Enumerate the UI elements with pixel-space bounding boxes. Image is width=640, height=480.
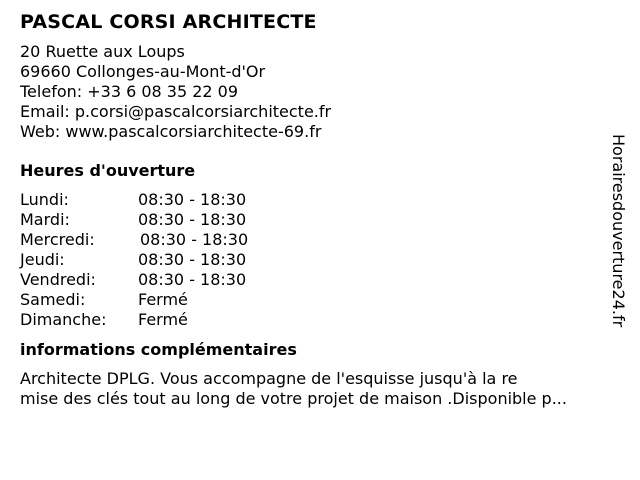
hours-row-sunday: [20, 310, 620, 330]
hours-time: Fermé: [138, 290, 188, 309]
business-card: [20, 10, 620, 409]
hours-time: 08:30 - 18:30: [138, 190, 247, 209]
hours-time: 08:30 - 18:30: [138, 250, 247, 269]
email-line: Email: p.corsi@pascalcorsiarchitecte.fr: [20, 102, 332, 121]
hours-day: Samedi:: [20, 290, 86, 309]
hours-row-thursday: [20, 250, 620, 270]
web-line: Web: www.pascalcorsiarchitecte-69.fr: [20, 122, 322, 141]
hours-time: 08:30 - 18:30: [138, 270, 247, 289]
hours-row-tuesday: [20, 210, 620, 230]
address-city: 69660 Collonges-au-Mont-d'Or: [20, 62, 266, 81]
hours-day: Mercredi:: [20, 230, 95, 249]
hours-day: Mardi:: [20, 210, 70, 229]
hours-day: Dimanche:: [20, 310, 107, 329]
hours-row-monday: [20, 190, 620, 210]
info-heading: informations complémentaires: [20, 340, 297, 359]
hours-day: Jeudi:: [20, 250, 65, 269]
hours-row-wednesday: [20, 230, 620, 250]
hours-list: [20, 190, 620, 330]
site-credit: Horairesdouverture24.fr: [609, 134, 628, 328]
hours-day: Vendredi:: [20, 270, 96, 289]
info-text-line-1: Architecte DPLG. Vous accompagne de l'esquisse jusqu'à la re: [20, 369, 518, 388]
phone-line: Telefon: +33 6 08 35 22 09: [20, 82, 239, 101]
hours-day: Lundi:: [20, 190, 69, 209]
hours-row-friday: [20, 270, 620, 290]
business-name: PASCAL CORSI ARCHITECTE: [20, 11, 317, 33]
hours-time: 08:30 - 18:30: [140, 230, 249, 249]
hours-time: 08:30 - 18:30: [138, 210, 247, 229]
hours-heading: Heures d'ouverture: [20, 161, 196, 180]
hours-time: Fermé: [138, 310, 188, 329]
address-street: 20 Ruette aux Loups: [20, 42, 185, 61]
info-text-line-2: mise des clés tout au long de votre projet de maison .Disponible p...: [20, 389, 567, 408]
hours-row-saturday: [20, 290, 620, 310]
